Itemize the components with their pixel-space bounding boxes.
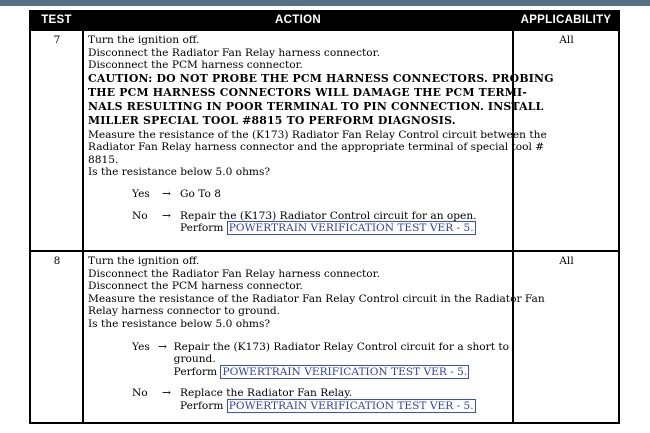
question-text: Is the resistance below 5.0 ohms? — [88, 317, 271, 330]
verification-test-link[interactable]: POWERTRAIN VERIFICATION TEST VER - 5. — [222, 365, 468, 378]
no-branch — [88, 210, 509, 235]
step-text: Turn the ignition off. — [88, 255, 200, 267]
step-text: Disconnect the Radiator Fan Relay harness connector. — [88, 267, 380, 280]
table-row-test-7 — [30, 30, 619, 251]
step-text: Disconnect the Radiator Fan Relay harness connector. — [88, 46, 380, 59]
arrow-right-icon: → — [162, 187, 171, 200]
perform-label: Perform — [173, 365, 218, 378]
action-cell — [83, 251, 545, 423]
action-cell — [83, 30, 554, 251]
diagnostic-table — [29, 10, 620, 424]
no-label: No — [132, 387, 148, 400]
no-result-text: Repair the (K173) Radiator Control circuit for an open. — [180, 209, 477, 222]
applicability-value: All — [513, 30, 619, 251]
verification-test-link[interactable]: POWERTRAIN VERIFICATION TEST VER - 5. — [228, 222, 474, 235]
arrow-right-icon: → — [162, 387, 171, 400]
caution-line: NALS RESULTING IN POOR TERMINAL TO PIN CONNECTION. INSTALL — [88, 100, 544, 114]
test-number: 7 — [30, 30, 83, 251]
yes-label: Yes — [132, 340, 150, 353]
yes-result-text: Repair the (K173) Radiator Relay Control circuit for a short to — [173, 340, 509, 353]
perform-label: Perform — [180, 222, 224, 235]
table-row-test-8 — [30, 251, 619, 423]
step-text: Disconnect the PCM harness connector. — [88, 280, 303, 293]
no-branch — [88, 387, 509, 412]
yes-result — [174, 341, 509, 379]
caution-line: CAUTION: DO NOT PROBE THE PCM HARNESS CONNECTORS. PROBING — [88, 71, 554, 85]
yes-branch — [88, 188, 509, 201]
table-header-row — [30, 11, 619, 30]
no-label: No — [132, 209, 148, 222]
question-text: Is the resistance below 5.0 ohms? — [88, 166, 271, 179]
perform-label: Perform — [180, 399, 224, 412]
step-text: Relay harness connector to ground. — [88, 305, 281, 318]
step-text: Disconnect the PCM harness connector. — [88, 59, 303, 72]
caution-line: THE PCM HARNESS CONNECTORS WILL DAMAGE THE PCM TERMI- — [88, 85, 527, 99]
no-result-text: Replace the Radiator Fan Relay. — [180, 387, 353, 400]
test-number: 8 — [30, 251, 83, 423]
verification-test-link[interactable]: POWERTRAIN VERIFICATION TEST VER - 5. — [228, 399, 474, 412]
step-text: Turn the ignition off. — [88, 34, 200, 46]
caution-line: MILLER SPECIAL TOOL #8815 TO PERFORM DIAGNOSIS. — [88, 114, 456, 128]
step-text: Radiator Fan Relay harness connector and the appropriate terminal of special tool # — [88, 141, 545, 154]
step-text: 8815. — [88, 153, 119, 166]
header-applicability: APPLICABILITY — [513, 11, 619, 30]
step-text: Measure the resistance of the Radiator Fan Relay Control circuit in the Radiator Fan — [88, 292, 545, 305]
applicability-value: All — [513, 251, 619, 423]
top-accent-bar — [0, 0, 650, 6]
yes-result: Go To 8 — [180, 187, 221, 200]
yes-label: Yes — [132, 187, 150, 200]
arrow-right-icon: → — [162, 209, 171, 222]
arrow-right-icon: → — [158, 340, 167, 353]
no-result — [180, 387, 509, 412]
header-test: TEST — [30, 11, 83, 30]
yes-branch — [88, 341, 509, 379]
header-action: ACTION — [83, 11, 513, 30]
yes-result-text: ground. — [173, 353, 216, 366]
no-result — [180, 210, 509, 235]
step-text: Measure the resistance of the (K173) Radiator Fan Relay Control circuit between the — [88, 128, 547, 141]
caution-note — [88, 71, 554, 129]
